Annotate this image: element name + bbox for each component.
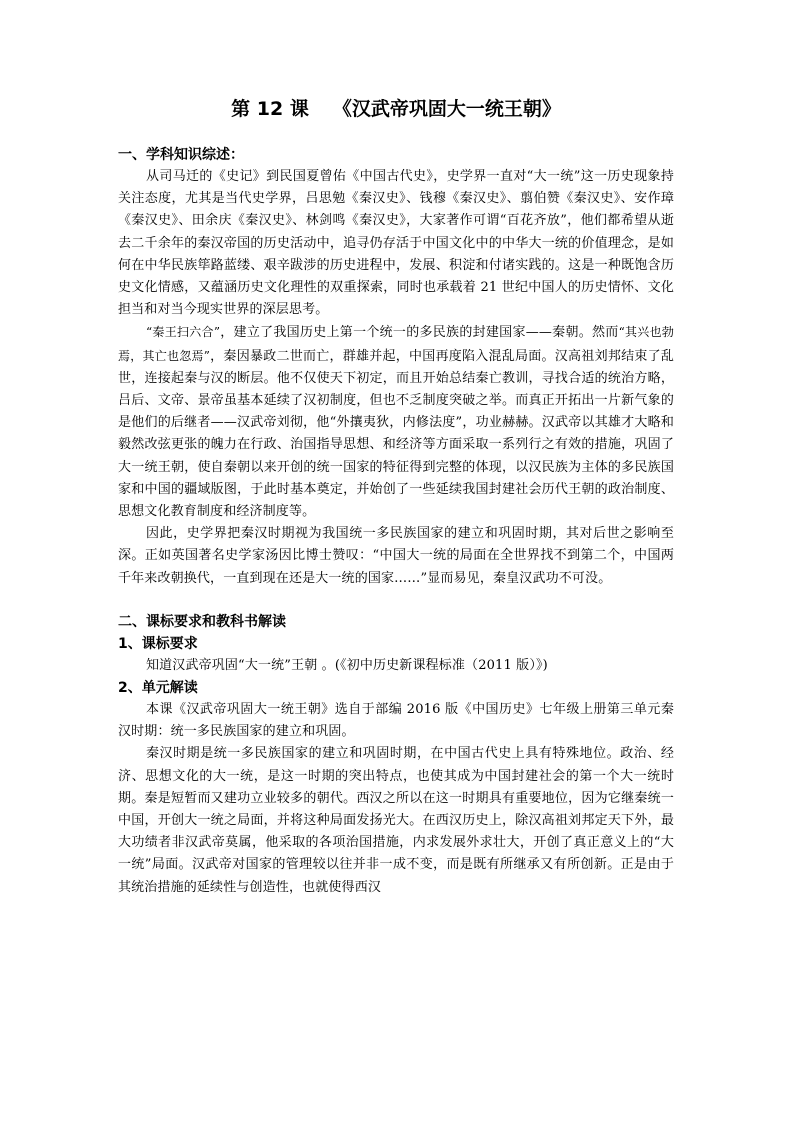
paragraph: 秦汉时期是统一多民族国家的建立和巩固时期，在中国古代史上具有特殊地位。政治、经济、思想文化的大一统，是这一时期的突出特点，也使其成为中国封建社会的第一个大一统时期。秦是短暂而又建功立业较多的朝代。西汉之所以在这一时期具有重要地位，因为它继秦统一中国，开创大一统之局面，并将这种局面发扬光大。在西汉历史上，除汉高祖刘邦定天下外，最大功绩者非汉武帝莫属，他采取的各项治国措施，内求发展外求壮大，开创了真正意义上的“大一统”局面。汉武帝对国家的管理较以往并非一成不变，而是既有所继承又有所创新。正是由于其统治措施的延续性与创造性，也就使得西汉 — [118, 746, 674, 895]
section-heading: 一、学科知识综述： — [118, 147, 244, 163]
paragraph: 从司马迁的《史记》到民国夏曾佑《中国古代史》，史学界一直对“大一统”这一历史现象持关注态度，尤其是当代史学界，吕思勉《秦汉史》、钱穆《秦汉史》、翦伯赞《秦汉史》、安作璋《秦汉史》、田余庆《秦汉史》、林剑鸣《秦汉史》，大家著作可谓“百花齐放”，他们都希望从逝去二千余年的秦汉帝国的历史活动中，追寻仍存活于中国文化中的中华大一统的价值理念，是如何在中华民族筚路蓝缕、艰辛跋涉的历史进程中，发展、积淀和付诸实践的。这是一种既饱含历史文化情感，又蕴涵历史文化理性的双重探索，同时也承载着 21 世纪中国人的历史情怀、文化担当和对当今现实世界的深层思考。 — [118, 169, 674, 318]
lesson-number: 第 12 课 — [231, 98, 309, 120]
paragraph: 因此，史学界把秦汉时期视为我国统一多民族国家的建立和巩固时期，其对后世之影响至深。正如英国著名史学家汤因比博士赞叹：“中国大一统的局面在全世界找不到第二个，中国两千年来改朝换代，一直到现在还是大一统的国家……”显而易见，秦皇汉武功不可没。 — [118, 526, 674, 586]
paragraph: “秦王扫六合”，建立了我国历史上第一个统一的多民族的封建国家——秦朝。然而“其兴也勃焉，其亡也忽焉”，秦因暴政二世而亡，群雄并起，中国再度陷入混乱局面。汉高祖刘邦结束了乱世，连接起秦与汉的断层。他不仅使天下初定，而且开始总结秦亡教训，寻找合适的统治方略，吕后、文帝、景帝虽基本延续了汉初制度，但也不乏制度突破之举。而真正开拓出一片新气象的是他们的后继者——汉武帝刘彻，他“外攘夷狄，内修法度”，功业赫赫。汉武帝以其雄才大略和毅然改弦更张的魄力在行政、治国指导思想、和经济等方面采取一系列行之有效的措施，巩固了大一统王朝，使自秦朝以来开创的统一国家的特征得到完整的体现，以汉民族为主体的多民族国家和中国的疆域版图，于此时基本奠定，并始创了一些延续我国封建社会历代王朝的政治制度、思想文化教育制度和经济制度等。 — [118, 325, 674, 520]
section-knowledge-overview — [118, 145, 674, 590]
paragraph: 知道汉武帝巩固“大一统”王朝 。(《初中历史新课程标准（2011 版）》) — [146, 657, 548, 673]
paragraph: 本课《汉武帝巩固大一统王朝》选自于部编 2016 版《中国历史》七年级上册第三单元秦汉时期：统一多民族国家的建立和巩固。 — [118, 702, 674, 740]
quote: “其兴也勃焉，其亡也忽焉” — [118, 325, 674, 363]
quote: “秦王扫六合” — [146, 325, 221, 340]
blank-line — [118, 590, 674, 612]
section-heading: 二、课标要求和教科书解读 — [118, 613, 286, 630]
subsection-heading: 1、课标要求 — [118, 635, 198, 652]
section-curriculum-requirements — [118, 612, 674, 899]
page-title — [118, 0, 674, 124]
lesson-name: 《汉武帝巩固大一统王朝》 — [332, 98, 561, 120]
subsection-heading: 2、单元解读 — [118, 680, 198, 697]
